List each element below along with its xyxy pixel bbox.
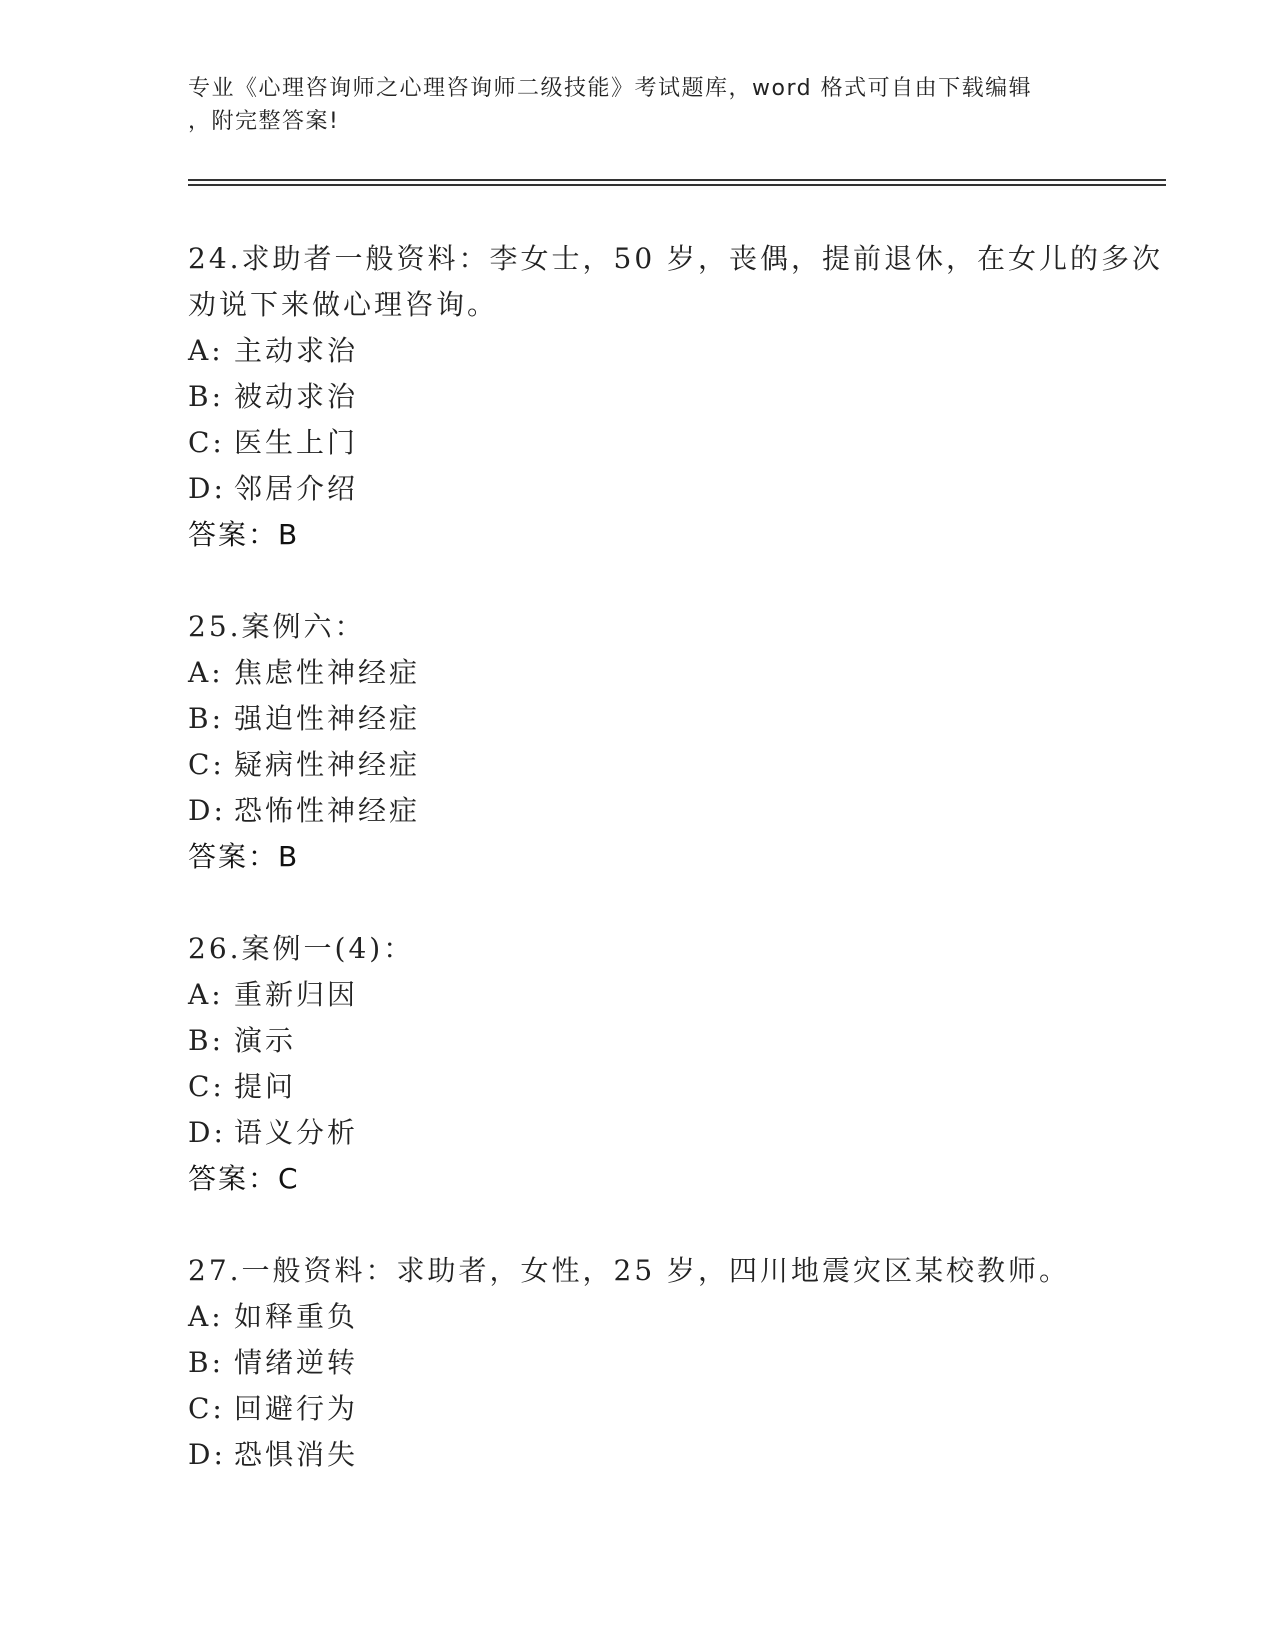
option-text: 被动求治 bbox=[234, 380, 359, 413]
option-key: B: bbox=[188, 702, 225, 735]
option-key: D: bbox=[188, 1438, 226, 1471]
option-b bbox=[188, 696, 1168, 742]
answer-line: 答案：B bbox=[188, 840, 300, 873]
option-d bbox=[188, 788, 1168, 834]
option-text: 恐惧消失 bbox=[234, 1438, 359, 1471]
option-key: C: bbox=[188, 748, 225, 781]
header-divider-bottom bbox=[188, 184, 1166, 186]
option-key: A: bbox=[188, 978, 224, 1011]
option-text: 医生上门 bbox=[234, 426, 359, 459]
option-text: 疑病性神经症 bbox=[234, 748, 421, 781]
option-a bbox=[188, 650, 1168, 696]
option-text: 主动求治 bbox=[234, 334, 359, 367]
option-key: B: bbox=[188, 1024, 225, 1057]
option-a bbox=[188, 972, 1168, 1018]
option-d bbox=[188, 466, 1168, 512]
question-stem: 24.求助者一般资料：李女士，50 岁，丧偶，提前退休，在女儿的多次 bbox=[188, 242, 1164, 275]
option-text: 提问 bbox=[234, 1070, 297, 1103]
question-stem: 26.案例一(4)： bbox=[188, 932, 415, 965]
question-list bbox=[188, 236, 1168, 1524]
option-text: 如释重负 bbox=[234, 1300, 359, 1333]
option-d bbox=[188, 1432, 1168, 1478]
option-b bbox=[188, 1340, 1168, 1386]
answer-line: 答案：B bbox=[188, 518, 300, 551]
option-key: C: bbox=[188, 426, 225, 459]
header-line-1: 专业《心理咨询师之心理咨询师二级技能》考试题库，word 格式可自由下载编辑 bbox=[188, 76, 1033, 101]
document-header bbox=[188, 72, 1088, 138]
question-24 bbox=[188, 236, 1168, 558]
option-c bbox=[188, 742, 1168, 788]
option-text: 邻居介绍 bbox=[234, 472, 359, 505]
option-key: C: bbox=[188, 1392, 225, 1425]
option-key: B: bbox=[188, 380, 225, 413]
option-c bbox=[188, 420, 1168, 466]
option-key: A: bbox=[188, 334, 224, 367]
option-text: 强迫性神经症 bbox=[234, 702, 421, 735]
option-key: A: bbox=[188, 656, 224, 689]
header-divider-top bbox=[188, 179, 1166, 181]
option-text: 演示 bbox=[234, 1024, 297, 1057]
question-25 bbox=[188, 604, 1168, 880]
option-b bbox=[188, 1018, 1168, 1064]
option-c bbox=[188, 1064, 1168, 1110]
option-key: A: bbox=[188, 1300, 224, 1333]
option-key: D: bbox=[188, 794, 226, 827]
option-b bbox=[188, 374, 1168, 420]
option-c bbox=[188, 1386, 1168, 1432]
question-stem: 27.一般资料：求助者，女性，25 岁，四川地震灾区某校教师。 bbox=[188, 1254, 1071, 1287]
answer-line: 答案：C bbox=[188, 1162, 300, 1195]
option-text: 语义分析 bbox=[234, 1116, 359, 1149]
option-a bbox=[188, 328, 1168, 374]
option-text: 恐怖性神经症 bbox=[234, 794, 421, 827]
question-27 bbox=[188, 1248, 1168, 1478]
option-text: 回避行为 bbox=[234, 1392, 359, 1425]
option-a bbox=[188, 1294, 1168, 1340]
option-key: B: bbox=[188, 1346, 225, 1379]
option-key: D: bbox=[188, 1116, 226, 1149]
option-key: C: bbox=[188, 1070, 225, 1103]
question-stem: 25.案例六： bbox=[188, 610, 366, 643]
option-d bbox=[188, 1110, 1168, 1156]
option-text: 焦虑性神经症 bbox=[234, 656, 421, 689]
question-26 bbox=[188, 926, 1168, 1202]
option-text: 情绪逆转 bbox=[234, 1346, 359, 1379]
question-stem-continued: 劝说下来做心理咨询。 bbox=[188, 288, 499, 321]
header-line-2: ，附完整答案! bbox=[188, 109, 340, 134]
option-key: D: bbox=[188, 472, 226, 505]
option-text: 重新归因 bbox=[234, 978, 359, 1011]
